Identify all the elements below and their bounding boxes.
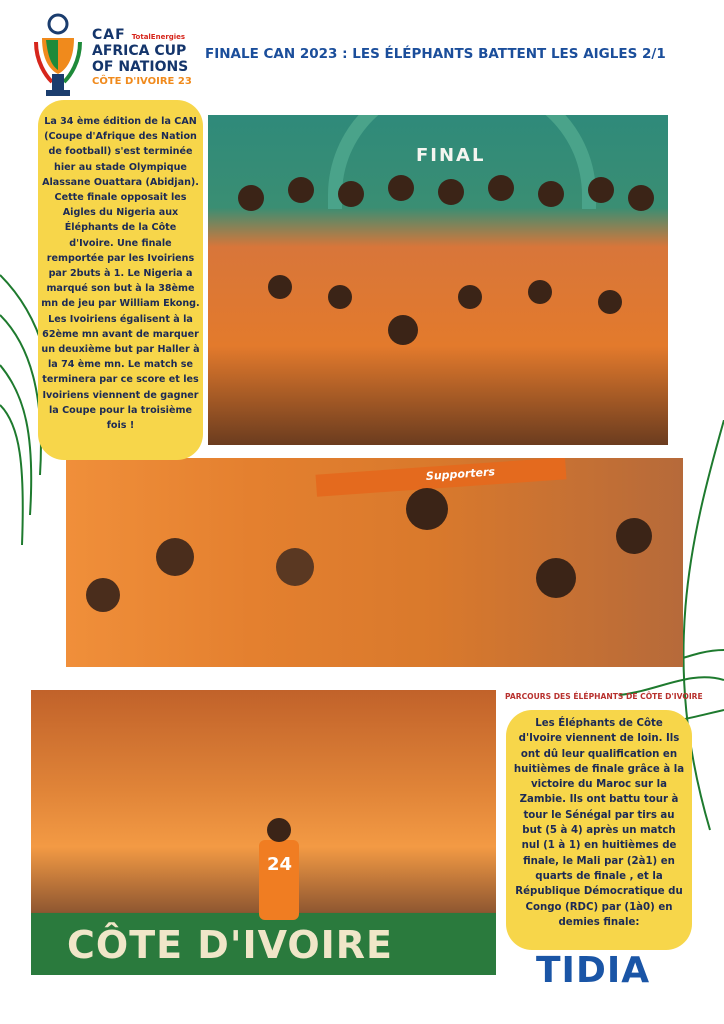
page-title: FINALE CAN 2023 : LES ÉLÉPHANTS BATTENT LES AIGLES 2/1 xyxy=(205,46,666,62)
final-sign: FINAL xyxy=(416,145,486,166)
photo-trophy-celebration xyxy=(208,115,668,445)
photo-supporters xyxy=(66,458,683,667)
supporter-scarf xyxy=(316,458,567,497)
photo-player-celebration xyxy=(31,690,496,975)
logo-line-3: CÔTE D'IVOIRE 23 xyxy=(92,76,192,87)
jersey-number: 24 xyxy=(267,854,293,875)
trophy-icon xyxy=(32,12,84,98)
afcon-logo xyxy=(32,12,192,98)
logo-line-1: AFRICA CUP xyxy=(92,43,187,59)
parcours-text-block: Les Éléphants de Côte d'Ivoire viennent de loin. Ils ont dû leur qualification en huitièmes de finale grâce à la victoire du Maroc sur la Zambie. Ils ont battu tour à tour le Sénégal par tirs au but (5 à 4) après un match nul (1 à 1) en huitièmes de finale, le Mali par (2à1) en quarts de finale , et la République Démocratique du Congo (RDC) par (1à0) en demies finale: xyxy=(506,710,692,950)
summary-text-block: La 34 ème édition de la CAN (Coupe d'Afrique des Nation de football) s'est terminée hier au stade Olympique Alassane Ouattara (Abidjan). Cette finale opposait les Aigles du Nigeria aux Éléphants de la Côte d'Ivoire. Une finale remportée par les Ivoiriens par 2buts à 1. Le Nigeria a marqué son but à la 38ème mn de jeu par William Ekong. Les Ivoiriens égalisent à la 62ème mn avant de marquer un deuxième but par Haller à la 74 ème mn. Le match se terminera par ce score et les Ivoiriens viennent de gagner la Coupe pour la troisième fois ! xyxy=(38,100,203,460)
author-signature: TIDIA xyxy=(536,950,651,991)
parcours-heading: PARCOURS DES ÉLÉPHANTS DE CÔTE D'IVOIRE xyxy=(505,692,703,701)
brand-wordmark: TotalEnergies xyxy=(131,33,186,41)
scarf-text: Supporters xyxy=(425,465,496,484)
player-figure xyxy=(259,840,299,920)
logo-line-2: OF NATIONS xyxy=(92,59,189,75)
stadium-banner xyxy=(31,913,496,975)
banner-text: CÔTE D'IVOIRE xyxy=(67,923,394,967)
caf-wordmark: CAF xyxy=(92,27,126,43)
